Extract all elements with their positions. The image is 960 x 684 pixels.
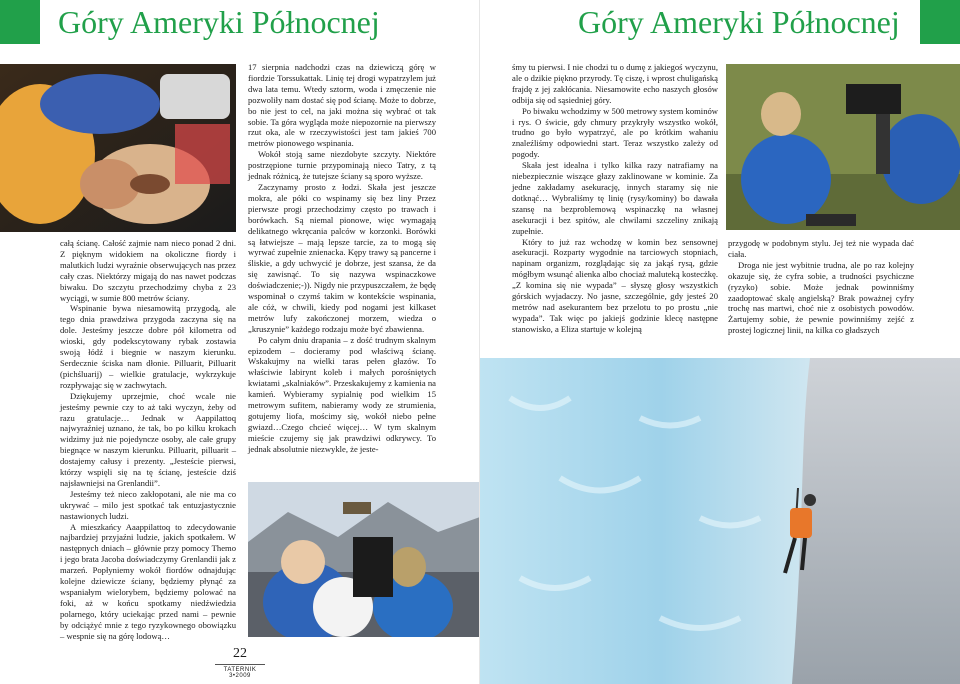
article-column-4: [728, 238, 914, 336]
paragraph: 17 sierpnia nadchodzi czas na dziewiczą górę w fiordzie Torssukattak. Linię tej drogi wypatrzylem już dwa lata temu. Wtedy sztorm, woda i zmęczenie nie pozwoliły nam dostać się pod ścianę. Może to dobrze, bo nie jest to cel, na jaki można się wybrać ot tak sobie. Ta góra wygląda może niepozornie na pierwszy rzut oka, ale w rzeczywistości jest tam jakieś 700 metrów pionowego wspinania.: [248, 62, 436, 149]
left-running-title: Góry Ameryki Północnej: [58, 4, 380, 40]
ice-wall-climber-photo: [480, 358, 960, 684]
climbers-selfie-photo: [0, 64, 236, 232]
paragraph: Po biwaku wchodzimy w 500 metrowy system kominów i rys. O świcie, gdy chmury przykryły wszystko wokół, trudno go było wypatrzyć, ale po krótkim wahaniu znaleźliśmy odpowiedni start. Teraz wszystko zależy od pogody.: [512, 105, 718, 160]
photo-icon: [248, 482, 480, 637]
photo-icon: [726, 64, 960, 230]
page-folio: [215, 646, 265, 679]
folio-rule: [215, 664, 265, 665]
paragraph: śmy tu pierwsi. I nie chodzi tu o dumę z jakiegoś wyczynu, ale o dzikie piękno przyrody. Tę ciszę, i wprost chuligańską frajdę z jej zakłócania. Niesamowite echo naszych głosów odbija się od sąsiedniej góry.: [512, 62, 718, 105]
film-crew-photo: [248, 482, 480, 637]
paragraph: Droga nie jest wybitnie trudna, ale po raz kolejny okazuje się, że cyfra sobie, a trudności psychiczne (ryzyko) sobie. Może jednak powinniśmy zaadoptować skalę angielską? Brak poważnej cyfry trochę nas martwi, choć nie z osobistych powodów. Żartujemy sobie, że pewnie powinniśmy zejść z prostej logicznej linii, na kilka co gładszych: [728, 259, 914, 336]
right-header: [480, 0, 960, 44]
photo-icon: [480, 358, 960, 684]
paragraph: Po całym dniu drapania – z dość trudnym skalnym epizodem – docieramy pod właściwą ścianę. Wskakujmy na wielki taras pełen głazów. To właściwie labirynt koleb i małych porośniętych kwiatami „skalniaków”. Przeskakujemy z kamienia na kamień. Wybieramy sypialnię pod wielkim 15 metrowym sufitem, nabieramy wody ze strumienia, gotujemy liofa, mościmy się, wokół niebo pełne gwiazd…Czego chcieć więcej… W tym skalnym mieście czujemy się jak prawdziwi odkrywcy. To jednak absolutnie niezwykle, że jeste-: [248, 334, 436, 454]
paragraph: całą ścianę. Całość zajmie nam nieco ponad 2 dni. Z pięknym widokiem na okoliczne fiordy i malutkich ludzi wyraźnie obserwujących nas przez cały czas. Niektórzy migają do nas nawet podczas biwaku. Do szczytu przechodzimy chyba z 23 wyciągi, w sumie 800 metrów ściany.: [60, 238, 236, 303]
right-header-tab: [920, 0, 960, 44]
paragraph: przygodę w podobnym stylu. Jej też nie wypada dać ciała.: [728, 238, 914, 259]
paragraph: A mieszkańcy Aaappilattoq to zdecydowanie najbardziej przyjaźni ludzie, jakich spotkałem. W następnych dniach – głównie przy pomocy Themo i jego brata Jacoba doświadczymy Grenlandii jak z marzeń. Popłyniemy wokół fiordów odnajdując kolejne dziewicze ściany, będziemy płynąć za wspaniałym wielorybem, będziemy polować na foki, aż w końcu spotkamy niedźwiedzia polarnego, który uciekając przed nami – pewnie by odciążyć mnie z tego ryzykownego obowiązku – wespnie się na górę lodową…: [60, 521, 236, 641]
paragraph: Dziękujemy uprzejmie, choć wcale nie jesteśmy pewnie czy to aż taki wyczyn, żeby od razu gratulacje… Jednak w Aappilattoq najwyraźniej uznano, że tak, bo po kilku krokach widzimy już nie pojedyncze osoby, ale całe grupy biegnące w naszym kierunku. Pilluarit, pilluarit – dostajemy całusy i prezenty. „Jesteście pierwsi, którzy wspięli się na tę ścianę, jesteście dziś najsławniejsi na Grenlandii”.: [60, 390, 236, 488]
page-number: 22: [233, 646, 247, 661]
article-column-3: [512, 62, 718, 335]
paragraph: Który to już raz wchodzę w komin bez sensownej asekuracji. Rozparty wygodnie na tarciowych stopniach, napinam organizm, rozglądając się za jakąś rysą, gdzie mógłbym wsunąć alienka albo chociaż maluteką kostecżkę. „Z komina się nie wypada” – słyszę głosy wszystkich górskich wyjadaczy. No jasne, szczególnie, gdy jesteś 20 metrów nad asekurantem bez przelotu to po prostu „nie wypada”. Tak więc po jakiejś godzinie klecę następne stanowisko, a Eliza startuje w kolejną: [512, 236, 718, 334]
article-column-2: [248, 62, 436, 455]
paragraph: Wspinanie bywa niesamowitą przygodą, ale tego dnia prawdziwa przygoda zaczyna się na dole. Jesteśmy jeszcze dobre pół kilometra od wioski, gdy podekscytowany rybak zostawia swoją łódź i biegnie w naszym kierunku. Serdecznie ściska nam dłonie. Pilluarit, Pilluarit (pichśluarij) – wielkie gratulacje, wykrzykuje rozpływając się w zachwytach.: [60, 303, 236, 390]
left-header: [0, 0, 480, 44]
photo-icon: [0, 64, 236, 232]
paragraph: Skała jest idealna i tylko kilka razy natrafiamy na niebezpiecznie wiszące głazy zaklinowane w kominie. Za jedne zakładamy asekurację, innych staramy się nie dotknąć… Wybraliśmy tę linię (rysy/kominy) bo dawała szansę na bezproblemową wspinaczkę na własnej asekuracji i bez spitów, ale chwilami szczeliny znikają zupełnie.: [512, 160, 718, 236]
right-running-title: Góry Ameryki Północnej: [578, 4, 900, 40]
paragraph: Zaczynamy prosto z łodzi. Skała jest jeszcze mokra, ale póki co wspinamy się bez liny Przez pierwsze progi przechodzimy często po trawach i borówkach. Są niemal pionowe, więc wymagają delikatnego wkręcania palców w korzonki. Borówki są łatwiejsze – mają lepsze tarcie, za to mogą się wyrwać zupełnie znienacka. Kępy trawy są pancerne i śliskie, a gdy uchwycić je dobrze, jest szansa, że da się zawisnąć. To się nazywa wspinaczkowe doświadczenie;-)). Nigdy nie przypuszczałem, że będę wspominał o czymś takim w kontekście wspinania, ale cóż, w chwili, kiedy pod nogami jest kilkaset metrów lufy zakończonej morzem, wiedza o „kruszynie” każdego rodzaju może być zbawienna.: [248, 181, 436, 334]
article-column-1: [60, 238, 236, 642]
paragraph: Wokół stoją same niezdobyte szczyty. Niektóre postrzępione turnie przypominają nieco Tatry, z tą jednak różnicą, że tutejsze ściany są sporo wyższe.: [248, 149, 436, 182]
left-header-tab: [0, 0, 40, 44]
magazine-issue: TATERNIK 3•2009: [223, 667, 257, 679]
paragraph: Jesteśmy też nieco zakłopotani, ale nie ma co ukrywać – milo jest spotkać tak entuzjastycznie nastawionych ludzi.: [60, 488, 236, 521]
right-page: [480, 0, 960, 684]
camera-operator-photo: [726, 64, 960, 230]
